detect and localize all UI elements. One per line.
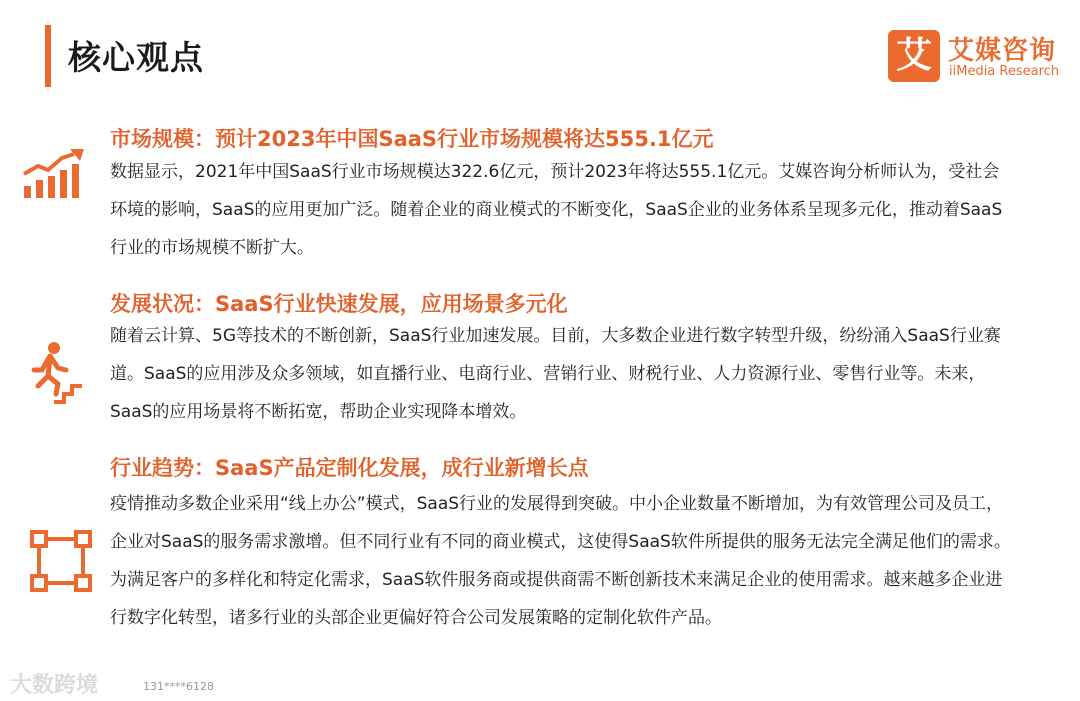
section-body: 疫情推动多数企业采用“线上办公”模式，SaaS行业的发展得到突破。中小企业数量不断增加，为有效管理公司及员工，企业对SaaS的服务需求激增。但不同行业有不同的商业模式，这使得SaaS软件所提供的服务无法完全满足他们的需求。为满足客户的多样化和特定化需求，SaaS软件服务商或提供商需不断创新技术来满足企业的使用需求。越来越多企业进行数字化转型，诸多行业的头部企业更偏好符合公司发展策略的定制化软件产品。: [110, 494, 1011, 628]
network-nodes-icon: [30, 530, 92, 596]
logo-mark: 艾: [888, 30, 940, 82]
section-title: 发展状况：SaaS行业快速发展，应用场景多元化: [110, 292, 568, 316]
section-body: 随着云计算、5G等技术的不断创新，SaaS行业加速发展。目前，大多数企业进行数字转型升级，纷纷涌入SaaS行业赛道。SaaS的应用涉及众多领域，如直播行业、电商行业、营销行业、财税行业、人力资源行业、零售行业等。未来，SaaS的应用场景将不断拓宽，帮助企业实现降本增效。: [110, 326, 1001, 422]
section-title: 行业趋势：SaaS产品定制化发展，成行业新增长点: [110, 456, 589, 480]
title-accent-bar: [45, 25, 51, 87]
watermark-brand: 大数跨境: [10, 673, 99, 698]
watermark-user-id: 131****6128: [143, 680, 214, 693]
section-title: 市场规模：预计2023年中国SaaS行业市场规模将达555.1亿元: [110, 127, 714, 151]
logo-name-cn: 艾媒咨询: [948, 36, 1057, 66]
person-climbing-stairs-icon: [28, 340, 84, 408]
section-body: 数据显示，2021年中国SaaS行业市场规模达322.6亿元，预计2023年将达555.1亿元。艾媒咨询分析师认为，受社会环境的影响，SaaS的应用更加广泛。随着企业的商业模式的不断变化，SaaS企业的业务体系呈现多元化，推动着SaaS行业的市场规模不断扩大。: [110, 162, 1003, 258]
brand-logo: [888, 30, 1068, 86]
watermark-footer: [10, 668, 510, 698]
logo-name-en: iiMedia Research: [949, 64, 1060, 79]
bar-chart-growth-icon: [22, 148, 88, 204]
page-title: 核心观点: [68, 38, 204, 77]
